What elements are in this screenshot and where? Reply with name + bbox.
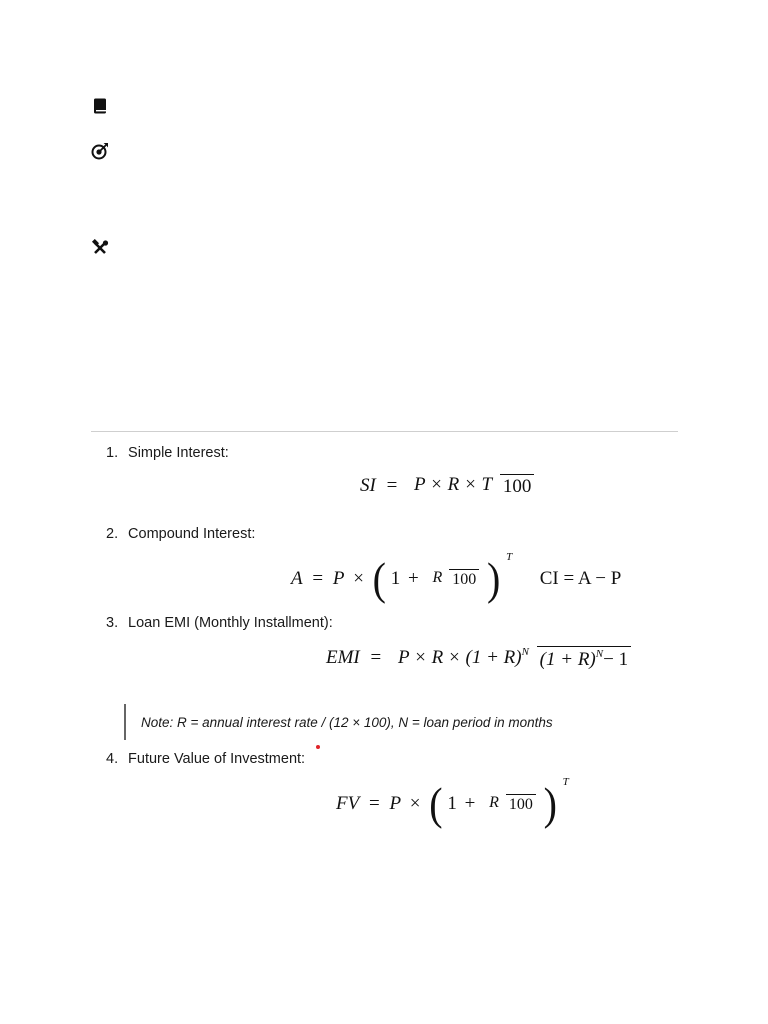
list-item-simple-interest bbox=[106, 445, 229, 461]
formula-exponent: T bbox=[506, 551, 513, 563]
list-number: 4. bbox=[106, 751, 119, 767]
horizontal-divider bbox=[91, 431, 678, 432]
note-text: Note: R = annual interest rate / (12 × 100), N = loan period in months bbox=[141, 714, 553, 730]
left-paren: ( bbox=[429, 777, 443, 830]
numerator-text: P × R × (1 + R) bbox=[397, 646, 522, 668]
target-arrow-icon bbox=[91, 142, 109, 160]
formula-principal: P bbox=[332, 568, 345, 589]
formula-one: 1 bbox=[390, 568, 401, 589]
note-blockquote bbox=[124, 704, 553, 740]
formula-plus: + bbox=[407, 568, 419, 589]
list-item-label: Future Value of Investment: bbox=[128, 751, 306, 767]
numerator-exponent: N bbox=[521, 645, 529, 658]
formula-lhs: A bbox=[291, 568, 303, 589]
formula-lhs: SI bbox=[360, 474, 376, 496]
hammer-wrench-icon bbox=[91, 239, 109, 257]
fraction-numerator: P × R × T bbox=[414, 473, 493, 495]
list-number: 3. bbox=[106, 615, 119, 631]
list-item-loan-emi bbox=[106, 615, 333, 631]
formula-fraction bbox=[411, 474, 534, 497]
formula-fraction bbox=[395, 646, 631, 670]
book-icon bbox=[91, 97, 109, 115]
fraction-numerator: R bbox=[489, 793, 499, 811]
formula-plus: + bbox=[464, 793, 476, 814]
formula-times: × bbox=[409, 793, 421, 814]
red-dot-marker bbox=[316, 745, 320, 749]
formula-one: 1 bbox=[447, 793, 457, 814]
list-item-label: Simple Interest: bbox=[128, 445, 229, 461]
fraction-denominator: 100 bbox=[506, 794, 536, 814]
formula-ci: CI = A − P bbox=[539, 568, 622, 589]
formula-equals: = bbox=[312, 568, 324, 589]
list-number: 1. bbox=[106, 445, 119, 461]
formula-equals: = bbox=[370, 646, 382, 668]
list-item-label: Compound Interest: bbox=[128, 526, 256, 542]
list-item-future-value bbox=[106, 751, 305, 767]
formula-fraction bbox=[429, 569, 479, 589]
list-number: 2. bbox=[106, 526, 119, 542]
denominator-exponent: N bbox=[595, 648, 604, 660]
list-item-compound-interest bbox=[106, 526, 255, 542]
right-paren: ) bbox=[543, 777, 557, 830]
formula-compound-interest bbox=[291, 551, 622, 605]
formula-equals: = bbox=[368, 793, 380, 814]
left-paren: ( bbox=[372, 552, 386, 605]
formula-lhs: FV bbox=[336, 793, 360, 814]
formula-equals: = bbox=[386, 474, 398, 496]
denominator-text: (1 + R) bbox=[539, 649, 596, 670]
formula-future-value bbox=[336, 776, 569, 830]
fraction-denominator bbox=[537, 646, 631, 670]
fraction-denominator: 100 bbox=[449, 569, 479, 589]
formula-times: × bbox=[353, 568, 364, 589]
formula-principal: P bbox=[389, 793, 402, 814]
fraction-numerator: R bbox=[432, 568, 443, 586]
formula-fraction bbox=[486, 794, 536, 814]
fraction-numerator bbox=[395, 647, 532, 670]
formula-exponent: T bbox=[562, 776, 569, 788]
formula-simple-interest bbox=[360, 474, 537, 497]
formula-lhs: EMI bbox=[326, 646, 360, 668]
list-item-label: Loan EMI (Monthly Installment): bbox=[128, 615, 333, 631]
denominator-tail: − 1 bbox=[603, 649, 629, 670]
right-paren: ) bbox=[486, 552, 501, 605]
formula-loan-emi bbox=[326, 646, 634, 670]
fraction-denominator: 100 bbox=[500, 474, 535, 497]
